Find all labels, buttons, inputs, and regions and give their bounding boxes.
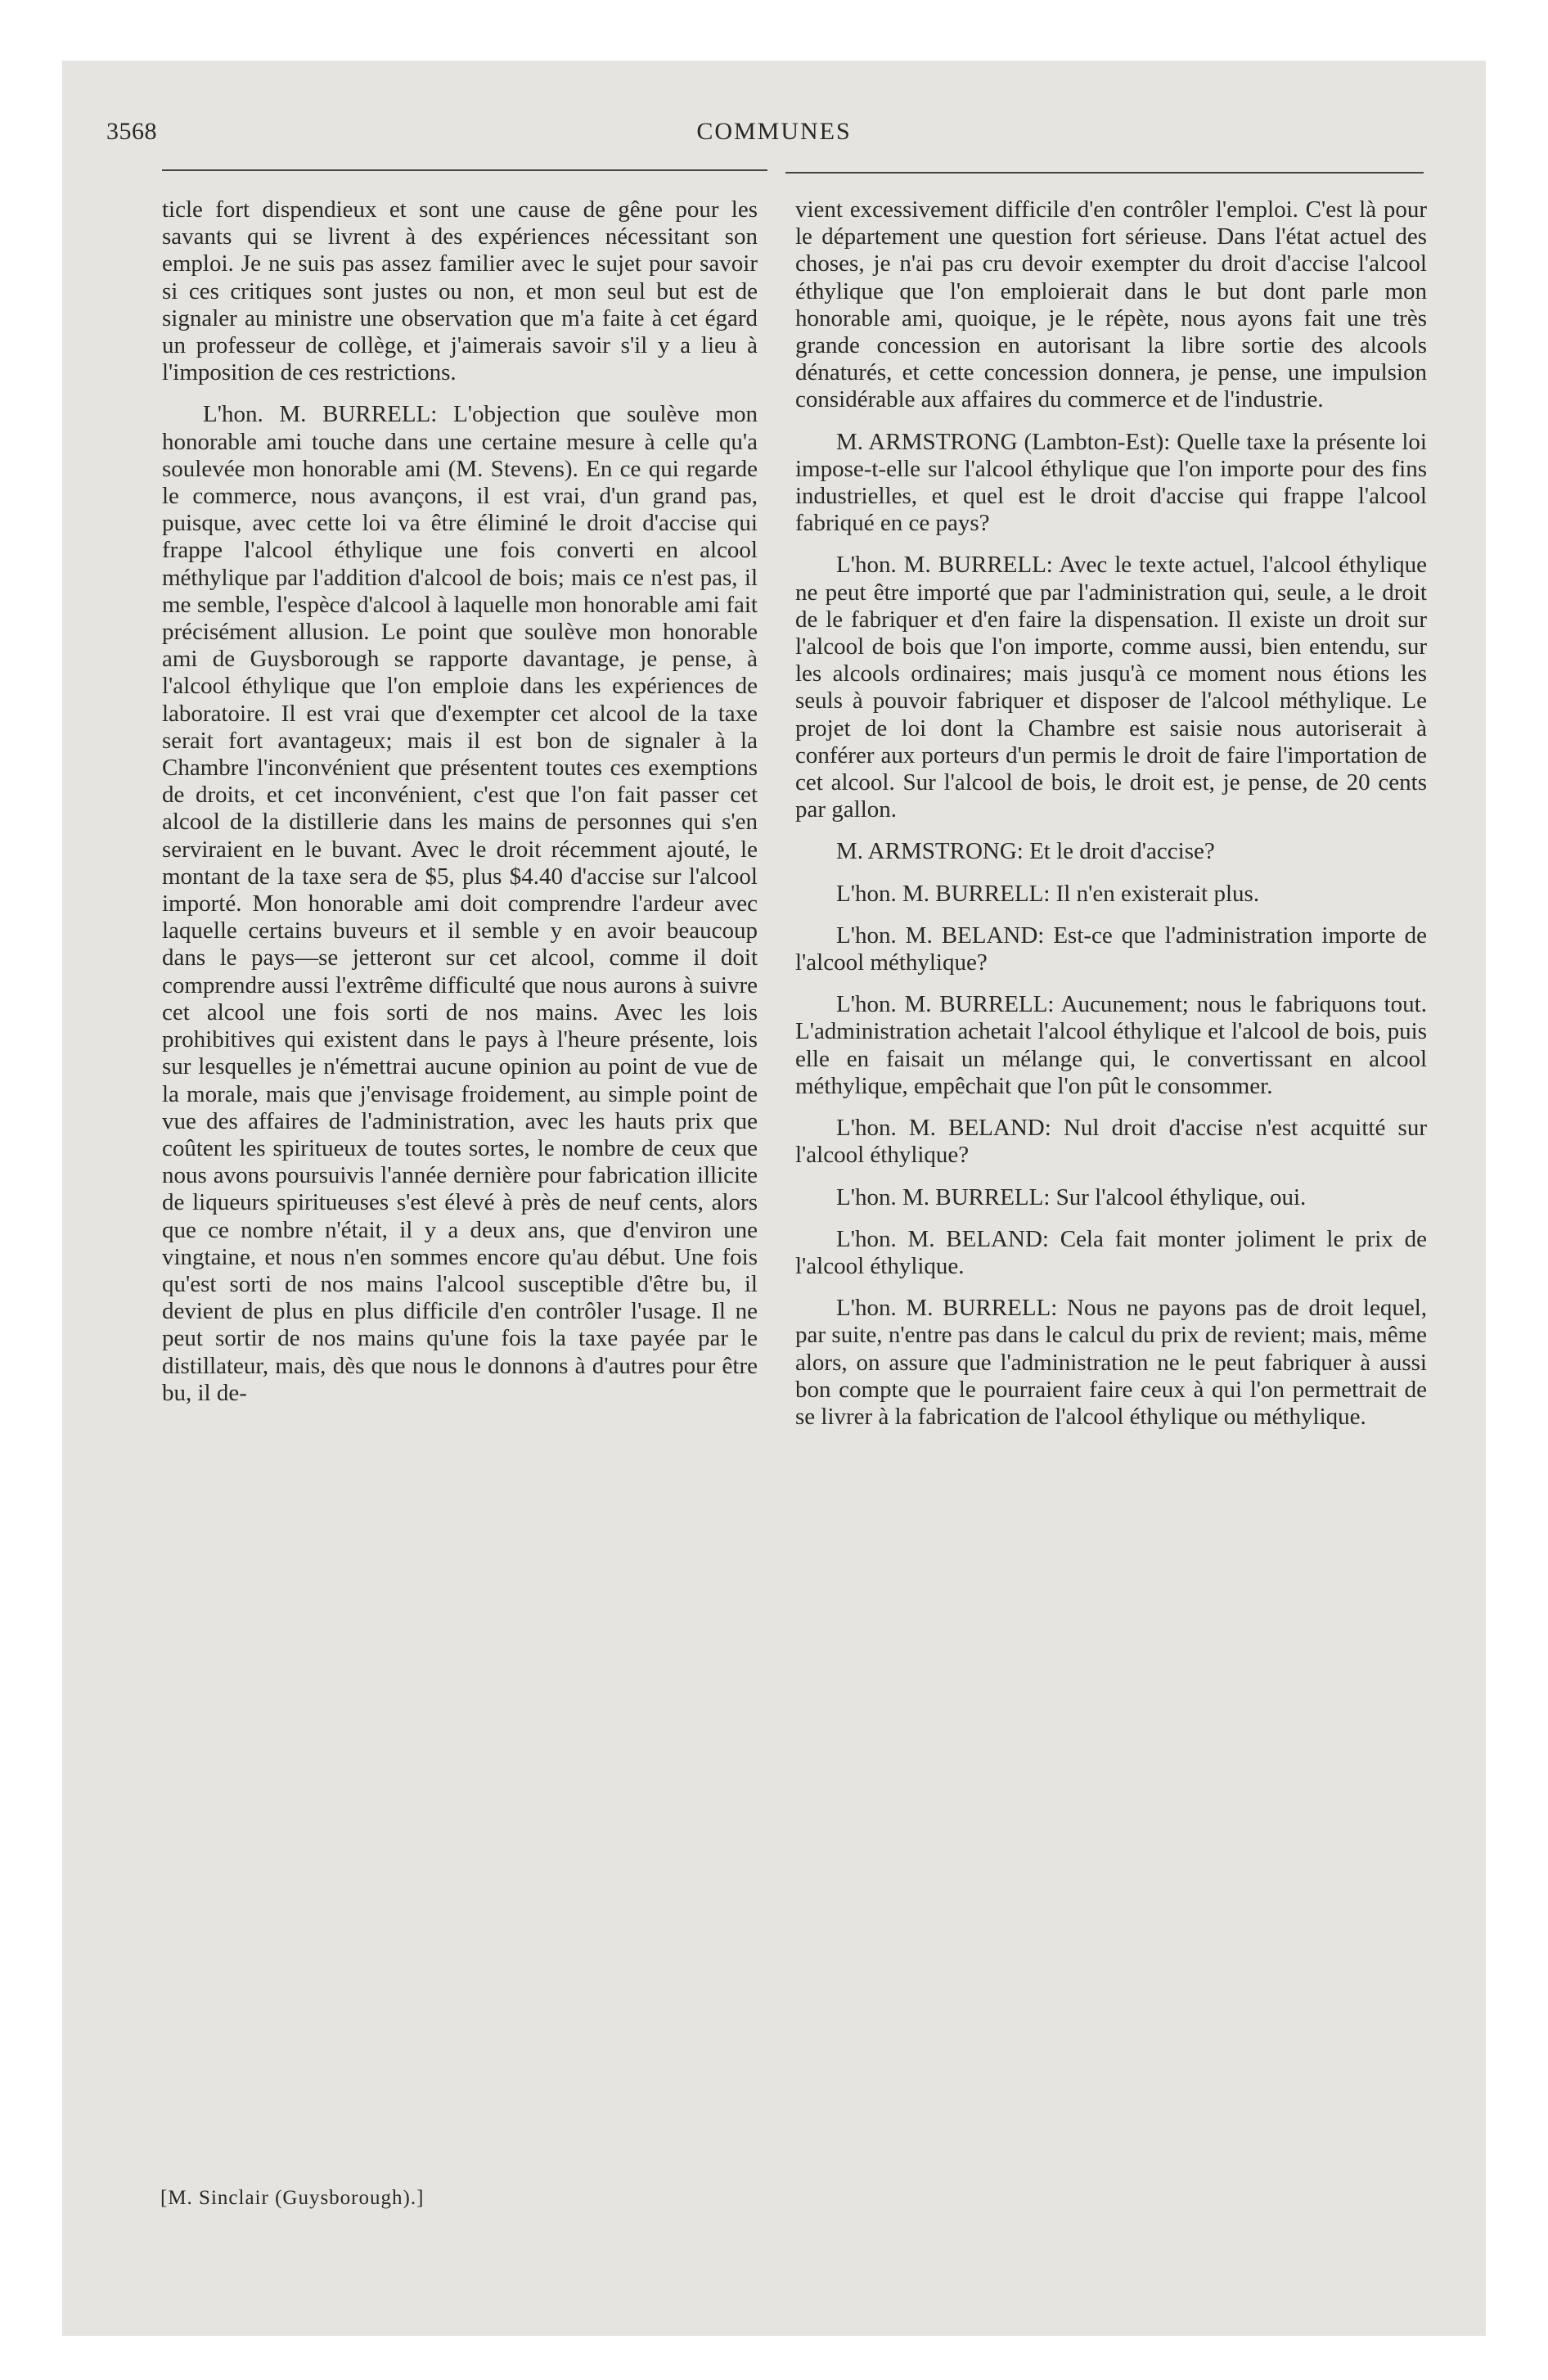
paragraph: L'hon. M. BURRELL: Avec le texte actuel, l'alcool éthylique ne peut être importé que par l'administration qui, seule, a le droit de le fabriquer et d'en faire la dispensation. Il existe un droit sur l'alcool de bois que l'on importe, comme aussi, bien entendu, sur les alcools ordinaires; mais jusqu'à ce moment nous étions les seuls à pouvoir fabriquer et disposer de l'alcool méthylique. Le projet de loi dont la Chambre est saisie nous autoriserait à conférer aux porteurs d'un permis le droit de faire l'importation de cet alcool. Sur l'alcool de bois, le droit est, je pense, de 20 cents par gallon. — [795, 552, 1427, 823]
paragraph: L'hon. M. BURRELL: Aucunement; nous le fabriquons tout. L'administration achetait l'alcool éthylique et l'alcool de bois, puis elle en faisait un mélange qui, le convertissant en alcool méthylique, empêchait que l'on pût le consommer. — [795, 991, 1427, 1099]
left-column — [162, 196, 758, 1407]
paragraph: M. ARMSTRONG (Lambton-Est): Quelle taxe la présente loi impose-t-elle sur l'alcool éthylique que l'on importe pour des fins industrielles, et quel est le droit d'accise qui frappe l'alcool fabriqué en ce pays? — [795, 428, 1427, 537]
paragraph: M. ARMSTRONG: Et le droit d'accise? — [836, 838, 1215, 865]
paragraph: ticle fort dispendieux et sont une cause de gêne pour les savants qui se livrent à des expériences nécessitant son emploi. Je ne suis pas assez familier avec le sujet pour savoir si ces critiques sont justes ou non, et mon seul but est de signaler au ministre une observation que m'a faite à cet égard un professeur de collège, et j'aimerais savoir s'il y a lieu à l'imposition de ces restrictions. — [162, 196, 758, 386]
header-rule-left — [162, 169, 767, 171]
paragraph: L'hon. M. BURRELL: Nous ne payons pas de droit lequel, par suite, n'entre pas dans le calcul du prix de revient; mais, même alors, on assure que l'administration ne le peut fabriquer à aussi bon compte que le pourraient faire ceux à qui l'on permettrait de se livrer à la fabrication de l'alcool éthylique ou méthylique. — [795, 1295, 1427, 1430]
page-number: 3568 — [106, 118, 157, 145]
header-rule-right — [785, 172, 1424, 174]
paragraph: L'hon. M. BELAND: Cela fait monter joliment le prix de l'alcool éthylique. — [795, 1225, 1427, 1279]
paragraph: L'hon. M. BELAND: Nul droit d'accise n'est acquitté sur l'alcool éthylique? — [795, 1115, 1427, 1169]
paragraph: L'hon. M. BURRELL: L'objection que soulève mon honorable ami touche dans une certaine mesure à celle qu'a soulevée mon honorable ami (M. Stevens). En ce qui regarde le commerce, nous avançons, il est vrai, d'un grand pas, puisque, avec cette loi va être éliminé le droit d'accise qui frappe l'alcool éthylique une fois converti en alcool méthylique par l'addition d'alcool de bois; mais ce n'est pas, il me semble, l'espèce d'alcool à laquelle mon honorable ami fait précisément allusion. Le point que soulève mon honorable ami de Guysborough se rapporte davantage, je pense, à l'alcool éthylique que l'on emploie dans les expériences de laboratoire. Il est vrai que d'exempter cet alcool de la taxe serait fort avantageux; mais il est bon de signaler à la Chambre l'inconvénient que présentent toutes ces exemptions de droits, et cet inconvénient, c'est que l'on fait passer cet alcool de la distillerie dans les mains de personnes qui s'en serviraient en le buvant. Avec le droit récemment ajouté, le montant de la taxe sera de $5, plus $4.40 d'accise sur l'alcool importé. Mon honorable ami doit comprendre l'ardeur avec laquelle certains buveurs et il semble y en avoir beaucoup dans le pays—se jetteront sur cet alcool, comme il doit comprendre aussi l'extrême difficulté que nous aurons à suivre cet alcool une fois sorti de nos mains. Avec les lois prohibitives qui existent dans le pays à l'heure présente, lois sur lesquelles je n'émettrai aucune opinion au point de vue de la morale, mais que j'envisage froidement, au simple point de vue des affaires de l'administration, avec les hauts prix que coûtent les spiritueux de toutes sortes, le nombre de ceux que nous avons poursuivis l'année dernière pour fabrication illicite de liqueurs spiritueuses s'est élevé à près de neuf cents, alors que ce nombre n'était, il y a deux ans, que d'environ une vingtaine, et nous n'en sommes encore qu'au début. Une fois qu'est sorti de nos mains l'alcool susceptible d'être bu, il devient de plus en plus difficile d'en contrôler l'usage. Il ne peut sortir de nos mains qu'une fois la taxe payée par le distillateur, mais, dès que nous le donnons à d'autres pour être bu, il de- — [162, 401, 758, 1406]
paragraph: L'hon. M. BURRELL: Il n'en existerait plus. — [836, 880, 1260, 907]
right-column — [795, 196, 1427, 1431]
speaker-footnote: [M. Sinclair (Guysborough).] — [160, 2187, 425, 2209]
paragraph: vient excessivement difficile d'en contrôler l'emploi. C'est là pour le département une question fort sérieuse. Dans l'état actuel des choses, je n'ai pas cru devoir exempter du droit d'accise l'alcool éthylique que l'on emploierait dans le but dont parle mon honorable ami, quoique, je le répète, nous ayons fait une très grande concession en autorisant la libre sortie des alcools dénaturés, et cette concession donnera, je pense, une impulsion considérable aux affaires du commerce et de l'industrie. — [795, 196, 1427, 413]
paragraph: L'hon. M. BELAND: Est-ce que l'administration importe de l'alcool méthylique? — [795, 922, 1427, 976]
paragraph: L'hon. M. BURRELL: Sur l'alcool éthylique, oui. — [836, 1183, 1307, 1210]
running-title: COMMUNES — [696, 118, 852, 145]
